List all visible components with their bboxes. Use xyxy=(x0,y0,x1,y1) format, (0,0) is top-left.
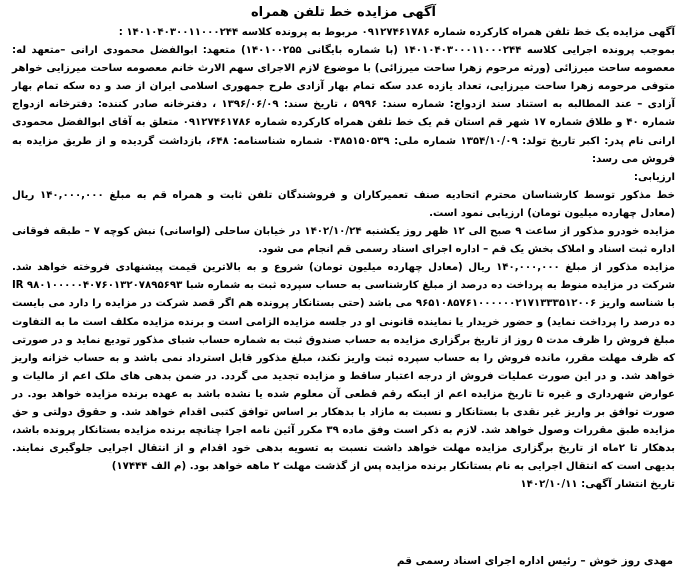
notice-intro: آگهی مزایده یک خط تلفن همراه کارکرده شماره ۰۹۱۲۷۴۶۱۷۸۶ مربوط به پرونده کلاسه ۱۴۰۱۰۴۰۳۰۰۱۱۰۰۰۲۴۴ : xyxy=(118,27,675,38)
appraisal-heading: ارزیابی: xyxy=(633,171,675,183)
appraisal-paragraph: خط مذکور توسط کارشناسان محترم اتحادیه صنف تعمیرکاران و فروشندگان تلفن ثابت و همراه قم به مبلغ ۱۴۰,۰۰۰,۰۰۰ ریال (معادل چهارده میلیون تومان) ارزیابی نمود است. xyxy=(12,189,675,219)
auction-terms-paragraph: مزایده مذکور از مبلغ ۱۴۰,۰۰۰,۰۰۰ ریال (معادل چهارده میلیون تومان) شروع و به بالاترین قیمت پیشنهادی فروخته خواهد شد. شرکت در مزایده منوط به پرداخت ده درصد از مبلغ کارشناسی به حساب سپرده ثبت به شماره شبا IR ۹۸۰۱۰۰۰۰۰۴۰۷۶۰۱۳۲۰۷۸۹۵۶۹۳ با شناسه واریز ۹۶۵۱۰۸۵۷۶۱۰۰۰۰۰۰۲۱۷۱۳۳۳۵۱۲۰۰۶ می باشد (حتی بستانکار پرونده هم اگر قصد شرکت در مزایده را دارد می بایست ده درصد را پرداخت نماید) و حضور خریدار یا نماینده قانونی او در جلسه مزایده الزامی است و برنده مزایده مکلف است ما به التفاوت مبلغ فروش را ظرف مدت ۵ روز از تاریخ برگزاری مزایده به حساب صندوق ثبت به شماره حساب شبای مذکور تودیع نماید و در صورتی که ظرف مهلت مقرر، مانده فروش را به حساب سپرده ثبت واریز نکند، مبلغ مذکور قابل استرداد نمی باشد و به حساب خزانه واریز خواهد شد. و در این صورت عملیات فروش از درجه اعتبار ساقط و مزایده تجدید می گردد. در ضمن بدهی های ملک اعم از مالیات و عوارض شهرداری و غیره تا تاریخ مزایده اعم از اینکه رقم قطعی آن معلوم شده یا نشده باشد به عهده برنده مزایده خواهد بود. در صورت توافق بر واریز غیر نقدی با بستانکار و نسبت به مازاد با بدهکار بر اساس توافق کتبی اقدام خواهد شد. و حقوق دولتی و حق مزایده طبق مقررات وصول خواهد شد. لازم به ذکر است وفق ماده ۳۹ مکرر آئین نامه اجرا چنانچه برنده مزایده بستانکار پرونده باشد، بدهکار تا ۲ماه از تاریخ برگزاری مزایده مهلت خواهد داشت نسبت به تسویه بدهی خود اقدام و از انتقال اجرایی جلوگیری نمایند. بدیهی است که انتقال اجرایی به نام بستانکار برنده مزایده پس از گذشت مهلت ۲ ماهه خواهد بود. (م الف ۱۷۴۴۴) xyxy=(12,262,676,473)
notice-title: آگهی مزایده خط تلفن همراه xyxy=(251,5,436,20)
auction-time-place-paragraph: مزایده خودرو مذکور از ساعت ۹ صبح الی ۱۲ ظهر روز یکشنبه ۱۴۰۲/۱۰/۲۴ در خیابان ساحلی (لواسانی) نبش کوچه ۷ – طبقه فوقانی اداره ثبت اسناد و املاک بخش یک قم – اداره اجرای اسناد رسمی قم انجام می شود. xyxy=(12,226,676,256)
publish-date: تاریخ انتشار آگهی: ۱۴۰۲/۱۰/۱۱ xyxy=(520,479,675,491)
case-details-paragraph: بموجب پرونده اجرایی کلاسه ۱۴۰۱۰۴۰۳۰۰۰۱۱۰۰۰۲۴۴ (با شماره بایگانی ۱۴۰۱۰۰۲۵۵) متعهد: ابوالفضل محمودی ارانی –متعهد له: معصومه ساحت میرزائی (ورثه مرحوم زهرا ساحت میرزائی) با موضوع لازم الاجرای سهم الارث خانم معصومه ساحت میرزایی خواهر متوفی مرحومه زهرا ساحت میرزایی، تعداد یازده عدد سکه تمام بهار آزادی طرح جمهوری اسلامی ایران از صد و ده سکه تمام بهار آزادی – عند المطالبه به استناد سند ازدواج: شماره سند: ۵۹۹۶ ، تاریخ سند: ۱۳۹۶/۰۶/۰۹ ، دفترخانه صادر کننده: دفترخانه ازدواج شماره ۴۰ و طلاق شماره ۱۷ شهر قم استان قم یک خط تلفن همراه کارکرده شماره ۰۹۱۲۷۴۶۱۷۸۶ متعلق به آقای ابوالفضل محمودی ارانی نام پدر: اکبر تاریخ تولد: ۱۳۵۴/۱۰/۰۹ شماره ملی: ۰۳۸۵۱۵۰۵۳۹ شماره شناسنامه: ۶۴۸، بازداشت گردیده و از طریق مزایده به فروش می رسد: xyxy=(12,45,676,165)
signature-line: مهدی روز خوش – رئیس اداره اجرای اسناد رسمی قم xyxy=(396,555,673,567)
notice-body xyxy=(12,24,675,494)
